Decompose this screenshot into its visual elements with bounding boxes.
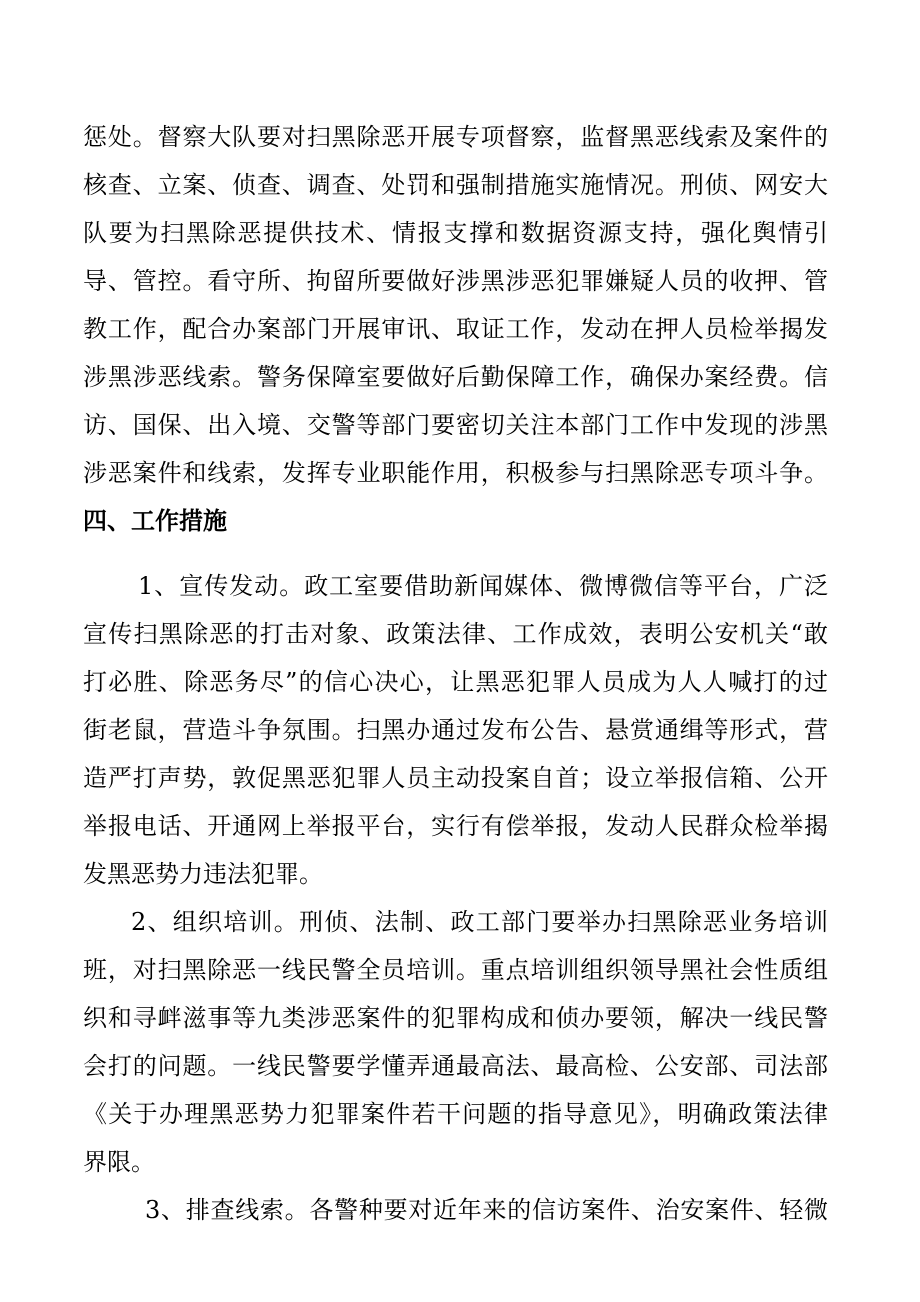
text-line: 3、排查线索。各警种要对近年来的信访案件、治安案件、轻微 (145, 1196, 828, 1224)
text-line: 访、国保、出入境、交警等部门要密切关注本部门工作中发现的涉黑 (83, 411, 828, 439)
text-line: 教工作，配合办案部门开展审讯、取证工作，发动在押人员检举揭发 (83, 315, 828, 343)
text-line: 涉黑涉恶线索。警务保障室要做好后勤保障工作，确保办案经费。信 (83, 363, 828, 391)
text-line: 《关于办理黑恶势力犯罪案件若干问题的指导意见》，明确政策法律 (83, 1100, 828, 1128)
text-line: 导、管控。看守所、拘留所要做好涉黑涉恶犯罪嫌疑人员的收押、管 (83, 267, 828, 295)
text-line: 举报电话、开通网上举报平台，实行有偿举报，发动人民群众检举揭 (83, 812, 828, 840)
text-line: 核查、立案、侦查、调查、处罚和强制措施实施情况。刑侦、网安大 (83, 171, 828, 199)
text-line: 宣传扫黑除恶的打击对象、政策法律、工作成效，表明公安机关“敢 (83, 620, 828, 648)
text-line: 造严打声势，敦促黑恶犯罪人员主动投案自首；设立举报信箱、公开 (83, 764, 828, 792)
text-line: 发黑恶势力违法犯罪。 (83, 860, 323, 888)
text-line: 队要为扫黑除恶提供技术、情报支撑和数据资源支持，强化舆情引 (83, 219, 828, 247)
text-line: 惩处。督察大队要对扫黑除恶开展专项督察，监督黑恶线索及案件的 (83, 123, 828, 151)
text-line: 界限。 (83, 1148, 155, 1176)
text-line: 涉恶案件和线索，发挥专业职能作用，积极参与扫黑除恶专项斗争。 (83, 459, 828, 487)
text-line: 班，对扫黑除恶一线民警全员培训。重点培训组织领导黑社会性质组 (83, 956, 828, 984)
text-line: 街老鼠，营造斗争氛围。扫黑办通过发布公告、悬赏通缉等形式，营 (83, 716, 828, 744)
text-line: 打必胜、除恶务尽”的信心决心，让黑恶犯罪人员成为人人喊打的过 (83, 668, 828, 696)
text-line: 织和寻衅滋事等九类涉恶案件的犯罪构成和侦办要领，解决一线民警 (83, 1004, 828, 1032)
text-line: 会打的问题。一线民警要学懂弄通最高法、最高检、公安部、司法部 (83, 1052, 828, 1080)
text-line: 1、宣传发动。政工室要借助新闻媒体、微博微信等平台，广泛 (138, 572, 828, 600)
section-heading-work-measures: 四、工作措施 (83, 507, 227, 535)
text-line: 2、组织培训。刑侦、法制、政工部门要举办扫黑除恶业务培训 (131, 908, 828, 936)
